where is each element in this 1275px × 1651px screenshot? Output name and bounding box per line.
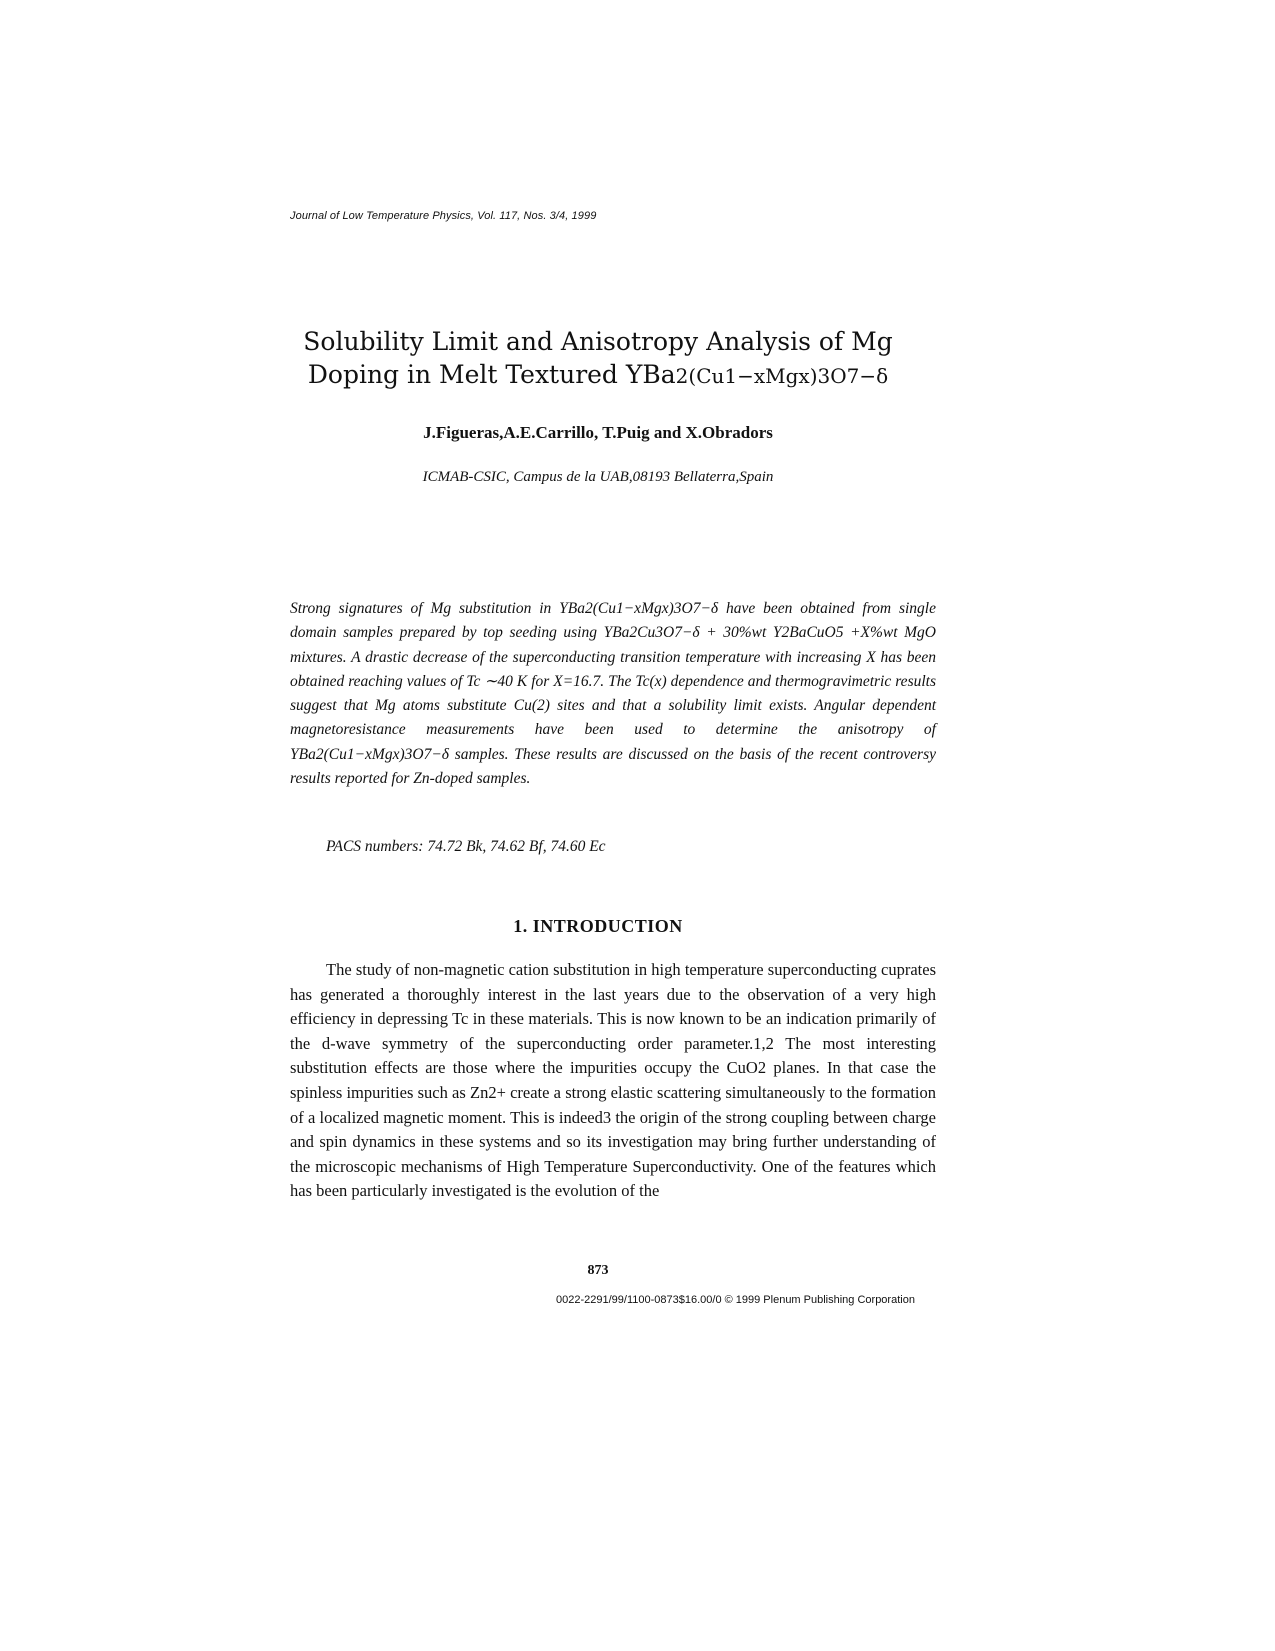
title-line-2-prefix: Doping in Melt Textured YBa: [307, 360, 676, 389]
copyright-line: 0022-2291/99/1100-0873$16.00/0 © 1999 Plenum Publishing Corporation: [556, 1294, 915, 1306]
introduction-body: The study of non-magnetic cation substitution in high temperature superconducting cuprates has generated a thoroughly interest in the last years due to the observation of a very high efficiency in depressing Tc in these materials. This is now known to be an indication primarily of the d-wave symmetry of the superconducting order parameter.1,2 The most interesting substitution effects are those where the impurities occupy the CuO2 planes. In that case the spinless impurities such as Zn2+ create a strong elastic scattering simultaneously to the formation of a localized magnetic moment. This is indeed3 the origin of the strong coupling between charge and spin dynamics in these systems and so its investigation may bring further understanding of the microscopic mechanisms of High Temperature Superconductivity. One of the features which has been particularly investigated is the evolution of the: [290, 960, 936, 1201]
title-line-1: Solubility Limit and Anisotropy Analysis of Mg: [303, 327, 893, 356]
authors: J.Figueras,A.E.Carrillo, T.Puig and X.Obradors: [423, 423, 773, 442]
title-formula: 2(Cu1−xMgx)3O7−δ: [675, 364, 889, 388]
journal-header: Journal of Low Temperature Physics, Vol. 117, Nos. 3/4, 1999: [290, 210, 597, 222]
section-heading: 1. INTRODUCTION: [513, 916, 683, 936]
pacs-numbers: PACS numbers: 74.72 Bk, 74.62 Bf, 74.60 Ec: [326, 838, 606, 855]
page-number: 873: [587, 1263, 609, 1278]
paper-title: [240, 325, 956, 393]
affiliation: ICMAB-CSIC, Campus de la UAB,08193 Bellaterra,Spain: [422, 469, 774, 485]
title-line-2: [240, 358, 956, 393]
abstract: [290, 597, 936, 791]
abstract-text: Strong signatures of Mg substitution in YBa2(Cu1−xMgx)3O7−δ have been obtained from single domain samples prepared by top seeding using YBa2Cu3O7−δ + 30%wt Y2BaCuO5 +X%wt MgO mixtures. A drastic decrease of the superconducting transition temperature with increasing X has been obtained reaching values of Tc ∼40 K for X=16.7. The Tc(x) dependence and thermogravimetric results suggest that Mg atoms substitute Cu(2) sites and that a solubility limit exists. Angular dependent magnetoresistance measurements have been used to determine the anisotropy of YBa2(Cu1−xMgx)3O7−δ samples. These results are discussed on the basis of the recent controversy results reported for Zn-doped samples.: [290, 600, 936, 788]
